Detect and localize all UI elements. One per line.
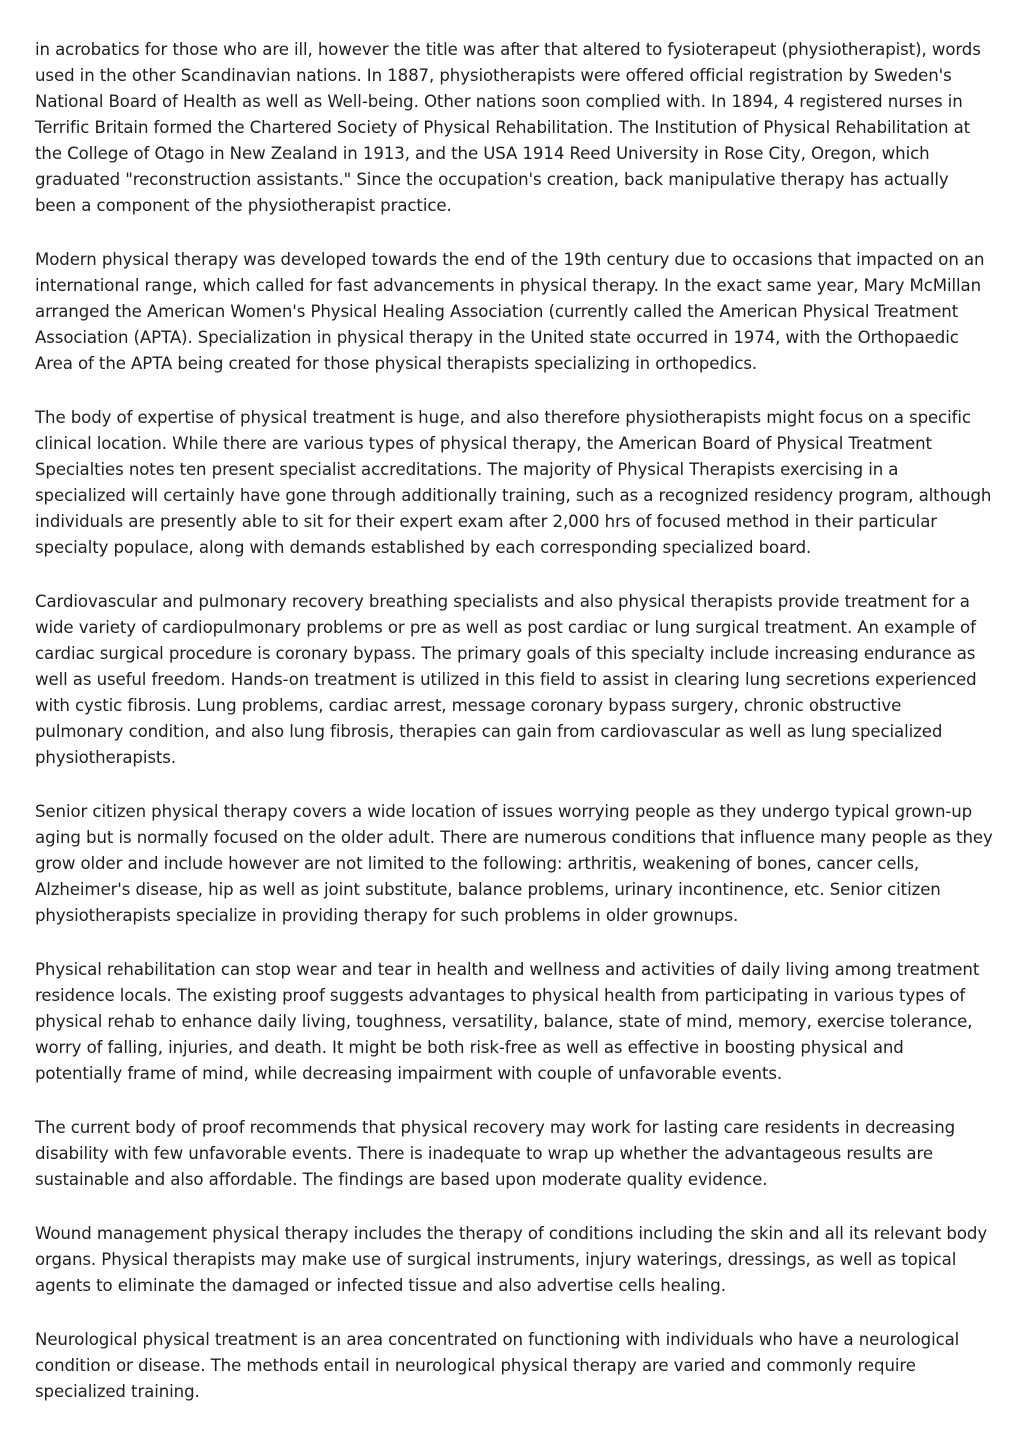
paragraph-geriatric: Senior citizen physical therapy covers a wide location of issues worrying people as they undergo typical grown-up aging but is normally focused on the older adult. There are numerous conditions that influence many people as they grow older and include however are not limited to the following: arthritis, weakening of bones, cancer cells, Alzheimer's disease, hip as well as joint substitute, balance problems, urinary incontinence, etc. Senior citizen physiotherapists specialize in providing therapy for such problems in older grownups. <box>35 802 993 925</box>
paragraph-modern-physical-therapy: Modern physical therapy was developed towards the end of the 19th century due to occasions that impacted on an international range, which called for fast advancements in physical therapy. In the exact same year, Mary McMillan arranged the American Women's Physical Healing Association (currently called the American Physical Treatment Association (APTA). Specialization in physical therapy in the United state occurred in 1974, with the Orthopaedic Area of the APTA being created for those physical therapists specializing in orthopedics. <box>35 250 985 373</box>
paragraph-specialties: The body of expertise of physical treatment is huge, and also therefore physiotherapists might focus on a specific clinical location. While there are various types of physical therapy, the American Board of Physical Treatment Specialties notes ten present specialist accreditations. The majority of Physical Therapists exercising in a specialized will certainly have gone through additionally training, such as a recognized residency program, although individuals are presently able to sit for their expert exam after 2,000 hrs of focused method in their particular specialty populace, along with demands established by each corresponding specialized board. <box>35 408 992 557</box>
paragraph-care-home-rehab: Physical rehabilitation can stop wear and tear in health and wellness and activities of daily living among treatment residence locals. The existing proof suggests advantages to physical health from participating in various types of physical rehab to enhance daily living, toughness, versatility, balance, state of mind, memory, exercise tolerance, worry of falling, injuries, and death. It might be both risk-free as well as effective in boosting physical and potentially frame of mind, while decreasing impairment with couple of unfavorable events. <box>35 960 980 1083</box>
paragraph-history: in acrobatics for those who are ill, however the title was after that altered to fysioterapeut (physiotherapist), words used in the other Scandinavian nations. In 1887, physiotherapists were offered official registration by Sweden's National Board of Health as well as Well-being. Other nations soon complied with. In 1894, 4 registered nurses in Terrific Britain formed the Chartered Society of Physical Rehabilitation. The Institution of Physical Rehabilitation at the College of Otago in New Zealand in 1913, and the USA 1914 Reed University in Rose City, Oregon, which graduated "reconstruction assistants." Since the occupation's creation, back manipulative therapy has actually been a component of the physiotherapist practice. <box>35 40 981 215</box>
paragraph-cardiopulmonary: Cardiovascular and pulmonary recovery breathing specialists and also physical therapists provide treatment for a wide variety of cardiopulmonary problems or pre as well as post cardiac or lung surgical treatment. An example of cardiac surgical procedure is coronary bypass. The primary goals of this specialty include increasing endurance as well as useful freedom. Hands-on treatment is utilized in this field to assist in clearing lung secretions experienced with cystic fibrosis. Lung problems, cardiac arrest, message coronary bypass surgery, chronic obstructive pulmonary condition, and also lung fibrosis, therapies can gain from cardiovascular as well as lung specialized physiotherapists. <box>35 592 977 767</box>
paragraph-evidence: The current body of proof recommends that physical recovery may work for lasting care residents in decreasing disability with few unfavorable events. There is inadequate to wrap up whether the advantageous results are sustainable and also affordable. The findings are based upon moderate quality evidence. <box>35 1118 956 1189</box>
document-page <box>35 37 993 1433</box>
paragraph-wound-management: Wound management physical therapy includes the therapy of conditions including the skin and all its relevant body organs. Physical therapists may make use of surgical instruments, injury waterings, dressings, as well as topical agents to eliminate the damaged or infected tissue and also advertise cells healing. <box>35 1224 988 1295</box>
paragraph-neurological: Neurological physical treatment is an area concentrated on functioning with individuals who have a neurological condition or disease. The methods entail in neurological physical therapy are varied and commonly require specialized training. <box>35 1330 960 1401</box>
